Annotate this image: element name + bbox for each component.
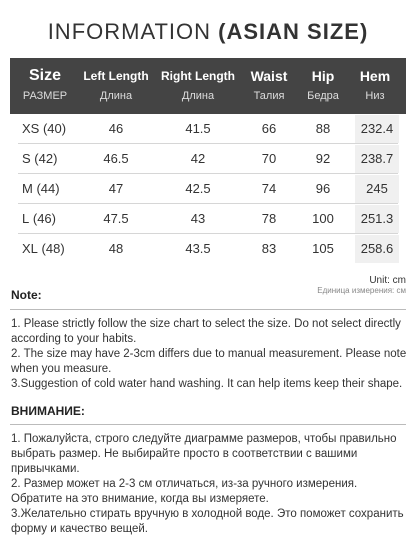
size-cell: S (42) (22, 151, 58, 166)
header-right-length: Right Length Длина (161, 69, 235, 102)
note-heading: Note: (11, 288, 42, 302)
waist-cell: 83 (261, 241, 277, 256)
waist-cell: 70 (261, 151, 277, 166)
table-row (10, 204, 406, 234)
table-body (10, 114, 406, 264)
divider (10, 309, 406, 310)
note-en-line: 3.Suggestion of cold water hand washing. It can help items keep their shape. (11, 378, 403, 390)
left-length-cell: 46.5 (103, 151, 129, 166)
size-cell: XS (40) (22, 121, 67, 136)
size-cell: M (44) (22, 181, 60, 196)
right-length-cell: 43.5 (185, 241, 211, 256)
header-left-length: Left Length Длина (83, 69, 149, 102)
waist-cell: 74 (261, 181, 277, 196)
header-hip: Hip Бедра (307, 68, 339, 102)
header-hem: Hem Низ (359, 68, 391, 102)
note-en-line: 2. The size may have 2-3cm differs due to manual measurement. Please note when you measure. (11, 348, 407, 375)
right-length-cell: 41.5 (185, 121, 211, 136)
note-ru-line: 2. Размер может на 2-3 см отличаться, из-за ручного измерения. Обратите на это внимание, когда вы измеряете. (11, 478, 358, 505)
hip-cell: 105 (312, 241, 334, 256)
divider (10, 424, 406, 425)
note-en-line: 1. Please strictly follow the size chart to select the size. Do not select directly according to your habits. (11, 318, 401, 345)
hem-cell: 238.7 (360, 151, 394, 166)
vnimanie-heading: ВНИМАНИЕ: (11, 404, 85, 418)
hem-cell: 232.4 (360, 121, 394, 136)
table-header (10, 58, 406, 114)
waist-cell: 66 (261, 121, 277, 136)
table-row (10, 144, 406, 174)
size-cell: XL (48) (22, 241, 65, 256)
table-row (10, 234, 406, 264)
size-cell: L (46) (22, 211, 56, 226)
title-bold: (ASIAN SIZE) (218, 19, 369, 44)
table-row (10, 174, 406, 204)
unit-ru: Единица измерения: см (317, 286, 406, 295)
unit-en: Unit: cm (369, 275, 406, 286)
hem-cell: 258.6 (360, 241, 394, 256)
note-ru-text (11, 432, 407, 537)
left-length-cell: 46 (108, 121, 124, 136)
hip-cell: 92 (315, 151, 331, 166)
left-length-cell: 47.5 (103, 211, 129, 226)
right-length-cell: 42 (190, 151, 206, 166)
note-ru-line: 3.Желательно стирать вручную в холодной воде. Это поможет сохранить форму и качество вещей. (11, 508, 404, 535)
title-light: INFORMATION (47, 19, 212, 44)
hip-cell: 88 (315, 121, 331, 136)
table-row (10, 114, 406, 144)
header-waist: Waist Талия (250, 68, 288, 102)
header-size: Size РАЗМЕР (22, 67, 68, 102)
hip-cell: 100 (312, 211, 334, 226)
hem-cell: 251.3 (360, 211, 394, 226)
waist-cell: 78 (261, 211, 277, 226)
right-length-cell: 42.5 (185, 181, 211, 196)
unit-label (317, 275, 406, 295)
left-length-cell: 47 (108, 181, 124, 196)
right-length-cell: 43 (190, 211, 206, 226)
page-title (0, 19, 416, 45)
note-ru-line: 1. Пожалуйста, строго следуйте диаграмме размеров, чтобы правильно выбрать размер. Не выбирайте просто в соответствии с вашими привычками. (11, 433, 397, 475)
hem-cell: 245 (366, 181, 388, 196)
hip-cell: 96 (315, 181, 331, 196)
note-en-text (11, 317, 407, 392)
left-length-cell: 48 (108, 241, 124, 256)
size-table (10, 58, 406, 264)
